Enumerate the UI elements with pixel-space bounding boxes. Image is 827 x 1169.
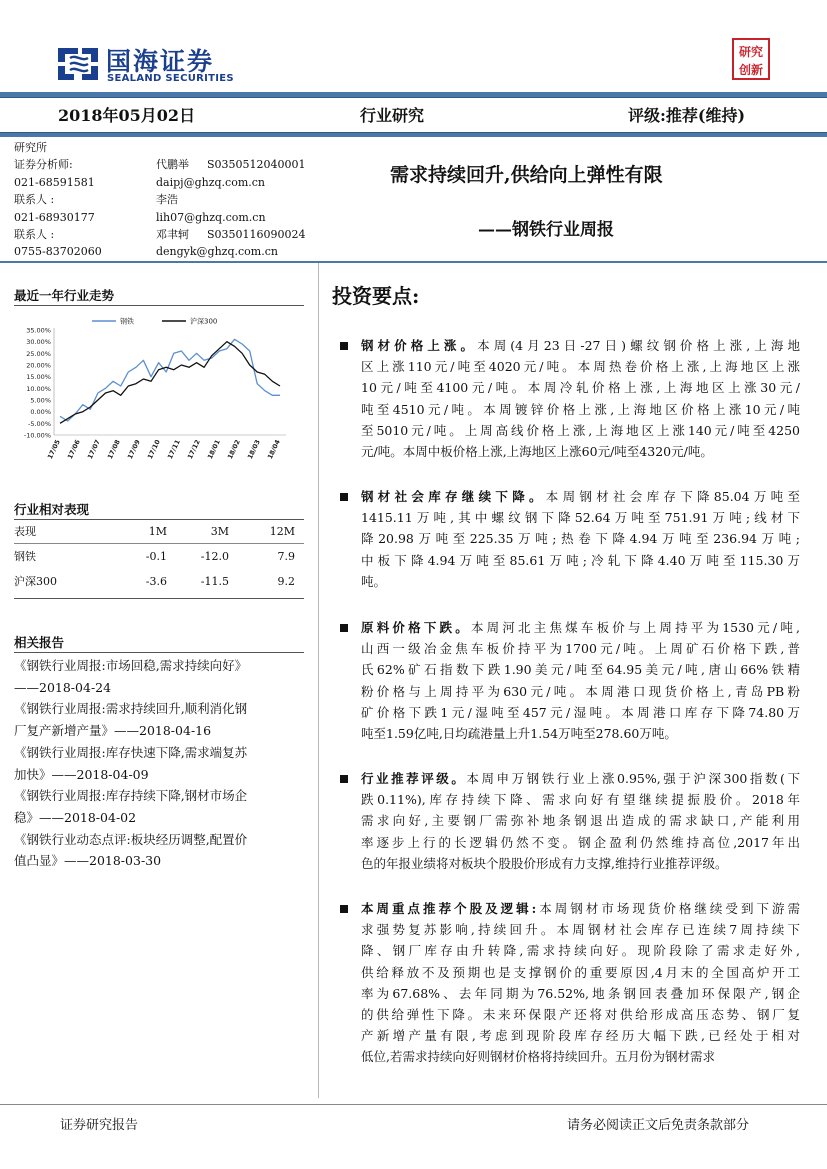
legend-label: 钢铁 [120, 317, 134, 326]
paragraph-line: 钢材社会库存继续下降。本周钢材社会库存下降85.04万吨至 [361, 489, 800, 504]
invest-point [345, 898, 800, 1068]
y-tick-label: -10.00% [23, 431, 51, 440]
x-tick-label: 17/12 [185, 438, 202, 461]
email-link[interactable]: lih07@ghzq.com.cn [156, 210, 266, 224]
trend-rule [14, 305, 304, 306]
list-item[interactable]: 《钢铁行业动态点评:板块经历调整,配置价 [14, 831, 248, 847]
x-tick-label: 17/10 [145, 438, 162, 461]
invest-point [345, 617, 800, 744]
bullet-square-icon [340, 493, 348, 501]
bullet-square-icon [340, 624, 348, 632]
paragraph-line: 原料价格下跌。本周河北主焦煤车板价与上周持平为1530元/吨, [361, 620, 800, 635]
column-divider [318, 263, 319, 1098]
sealand-logo-icon [56, 42, 100, 86]
x-tick-label: 17/06 [65, 438, 82, 461]
paragraph-line: 吨至1.59亿吨,日均疏港量上升1.54万吨至278.60万吨。 [361, 725, 677, 741]
paragraph-line: 的供给弹性下降。未来环保限产还将对供给形成高压态势、钢厂复 [361, 1006, 800, 1022]
perf-title: 行业相对表现 [14, 502, 90, 517]
paragraph-line: 降20.98万吨至225.35万吨;热卷下降4.94万吨至236.94万吨; [361, 531, 800, 547]
institute-row [14, 139, 314, 156]
legend-label: 沪深300 [190, 317, 218, 326]
table-row: 沪深300 -3.6 -11.5 9.2 [14, 575, 295, 588]
list-item: 值凸显》——2018-03-30 [14, 853, 162, 869]
series-line [60, 339, 280, 421]
paragraph-line: 率逐步上行的长逻辑仍然不变。钢企盈利仍然维持高位,2017年出 [361, 834, 800, 850]
bullet-square-icon [340, 905, 348, 913]
x-tick-label: 18/02 [225, 438, 242, 461]
list-item: 稳》——2018-04-02 [14, 809, 137, 825]
footer-divider [0, 1104, 827, 1105]
y-tick-label: 20.00% [26, 361, 51, 370]
list-item[interactable]: 《钢铁行业周报:市场回稳,需求持续向好》 [14, 658, 248, 673]
y-tick-label: 10.00% [26, 384, 51, 393]
paragraph-line: 率为67.68%、去年同期为76.52%,地条钢回表叠加环保限产,钢企 [361, 985, 800, 1001]
paragraph-line: 色的年报业绩将对板块个股股价形成有力支撑,维持行业推荐评级。 [361, 855, 728, 871]
table-row: 钢铁 -0.1 -12.0 7.9 [14, 550, 295, 563]
y-tick-label: 35.00% [26, 326, 51, 335]
email-link[interactable]: dengyk@ghzq.com.cn [156, 245, 278, 259]
brand-name-cn: 国海证券 [106, 47, 215, 76]
paragraph-line: 降、钢厂库存由升转降,需求持续向好。现阶段除了需求走好外, [361, 943, 800, 959]
paragraph-line: 需求向好,主要钢厂需弥补地条钢退出造成的需求缺口,产能利用 [361, 813, 800, 829]
y-tick-label: 30.00% [26, 338, 51, 347]
innovation-seal [732, 38, 770, 80]
paragraph-line: 本周重点推荐个股及逻辑:本周钢材市场现货价格继续受到下游需 [361, 901, 800, 916]
bullet-square-icon [340, 775, 348, 783]
series-line [60, 342, 280, 424]
brand-name-en: SEALAND SECURITIES [107, 73, 234, 84]
header-divider [0, 261, 827, 263]
paragraph-line: 中板下降4.94万吨至85.61万吨;冷轧下降4.40万吨至115.30万 [361, 552, 800, 568]
report-rating: 评级:推荐(维持) [628, 106, 746, 125]
x-tick-label: 17/05 [45, 438, 62, 461]
x-tick-label: 17/09 [125, 438, 142, 461]
invest-title: 投资要点: [332, 284, 420, 308]
paragraph-line: 氏62%矿石指数下跌1.90美元/吨至64.95美元/吨,唐山66%铁精 [361, 662, 800, 678]
paragraph-line: 区上涨110元/吨至4020元/吨。本周热卷价格上涨,上海地区上涨 [361, 359, 800, 375]
list-item[interactable]: 《钢铁行业周报:库存持续下降,钢材市场企 [14, 788, 248, 804]
paragraph-line: 吨至4510元/吨。本周镀锌价格上涨,上海地区价格上涨10元/吨 [361, 401, 800, 417]
list-item[interactable]: 《钢铁行业周报:需求持续回升,顺利消化钢 [14, 701, 248, 717]
report-title: 需求持续回升,供给向上弹性有限 [390, 164, 663, 186]
seal-text: 研究创新 [738, 45, 763, 77]
x-tick-label: 18/03 [245, 438, 262, 461]
paragraph-line: 山西一级冶金焦车板价持平为1700元/吨。上周矿石价格下跌,普 [361, 641, 800, 657]
industry-trend-chart [14, 310, 304, 470]
y-tick-label: 15.00% [26, 373, 51, 382]
analyst-contacts [14, 139, 314, 261]
invest-point [345, 486, 800, 592]
paragraph-line: 求强势复苏影响,持续回升。本周钢材社会库存已连续7周持续下 [361, 922, 800, 938]
y-tick-label: 0.00% [30, 408, 51, 417]
paragraph-line: 产新增产量有限,考虑到现阶段库存经历大幅下跌,已经处于相对 [361, 1028, 800, 1044]
paragraph-line: 跌0.11%),库存持续下降、需求向好有望继续提振股价。2018年 [361, 792, 800, 808]
y-tick-label: -5.00% [28, 419, 51, 428]
footer-disclaimer[interactable]: 请务必阅读正文后免责条款部分 [567, 1118, 750, 1133]
trend-title: 最近一年行业走势 [14, 288, 115, 303]
list-item: 加快》——2018-04-09 [14, 766, 149, 782]
relative-performance-table [14, 519, 304, 599]
related-reports-list [14, 655, 310, 872]
list-item[interactable]: 《钢铁行业周报:库存快速下降,需求端复苏 [14, 744, 248, 760]
paragraph-line: 粉价格与上周持平为630元/吨。本周港口现货价格上,青岛PB粉 [361, 683, 800, 699]
list-item: ——2018-04-24 [14, 679, 112, 695]
table-bottom-rule [14, 598, 304, 599]
contact-row: 021-68930177 lih07@ghzq.com.cn [14, 209, 314, 226]
contact-row: 联系人 : 李浩 [14, 193, 178, 207]
x-tick-label: 17/08 [105, 438, 122, 461]
report-category: 行业研究 [360, 106, 425, 125]
paragraph-line: 钢材价格上涨。本周(4月23日-27日)螺纹钢价格上涨,上海地 [361, 338, 800, 353]
footer-left: 证券研究报告 [60, 1118, 139, 1133]
brand-logo [56, 42, 296, 86]
y-tick-label: 25.00% [26, 349, 51, 358]
paragraph-line: 低位,若需求持续向好则钢材价格将持续回升。五月份为钢材需求 [361, 1049, 715, 1065]
list-item: 厂复产新增产量》——2018-04-16 [14, 723, 212, 739]
invest-point [345, 335, 800, 462]
contact-row: 0755-83702060 dengyk@ghzq.com.cn [14, 243, 314, 260]
reports-rule [14, 652, 304, 653]
bullet-square-icon [340, 342, 348, 350]
paragraph-line: 供给释放不及预期也是支撑钢价的重要原因,4月末的全国高炉开工 [361, 964, 800, 980]
x-tick-label: 18/04 [265, 438, 282, 461]
email-link[interactable]: daipj@ghzq.com.cn [156, 175, 265, 189]
paragraph-line: 元/吨。本周中板价格上涨,上海地区上涨60元/吨至4320元/吨。 [361, 443, 713, 459]
reports-title: 相关报告 [14, 635, 65, 650]
y-tick-label: 5.00% [30, 396, 51, 405]
x-tick-label: 18/01 [205, 438, 222, 461]
contact-row: 证券分析师: 代鹏举 S0350512040001 [14, 158, 306, 172]
report-subtitle: ——钢铁行业周报 [478, 220, 614, 240]
paragraph-line: 吨。 [361, 573, 387, 589]
contact-row: 021-68591581 daipj@ghzq.com.cn [14, 174, 314, 191]
paragraph-line: 行业推荐评级。本周申万钢铁行业上涨0.95%,强于沪深300指数(下 [361, 771, 800, 786]
contact-row: 联系人 : 邓聿轲 S0350116090024 [14, 227, 306, 241]
table-header-row: 表现 1M 3M 12M [14, 519, 304, 544]
paragraph-line: 至5010元/吨。上周高线价格上涨,上海地区上涨140元/吨至4250 [361, 422, 800, 438]
institute-label: 研究所 [14, 141, 47, 154]
invest-point [345, 768, 800, 874]
x-tick-label: 17/07 [85, 438, 102, 461]
paragraph-line: 矿价格下跌1元/湿吨至457元/湿吨。本周港口库存下降74.80万 [361, 704, 800, 720]
paragraph-line: 1415.11万吨,其中螺纹钢下降52.64万吨至751.91万吨;线材下 [361, 510, 800, 526]
paragraph-line: 10元/吨至4100元/吨。本周冷轧价格上涨,上海地区上涨30元/ [361, 380, 800, 396]
x-tick-label: 17/11 [165, 438, 182, 461]
report-date: 2018年05月02日 [58, 106, 196, 125]
